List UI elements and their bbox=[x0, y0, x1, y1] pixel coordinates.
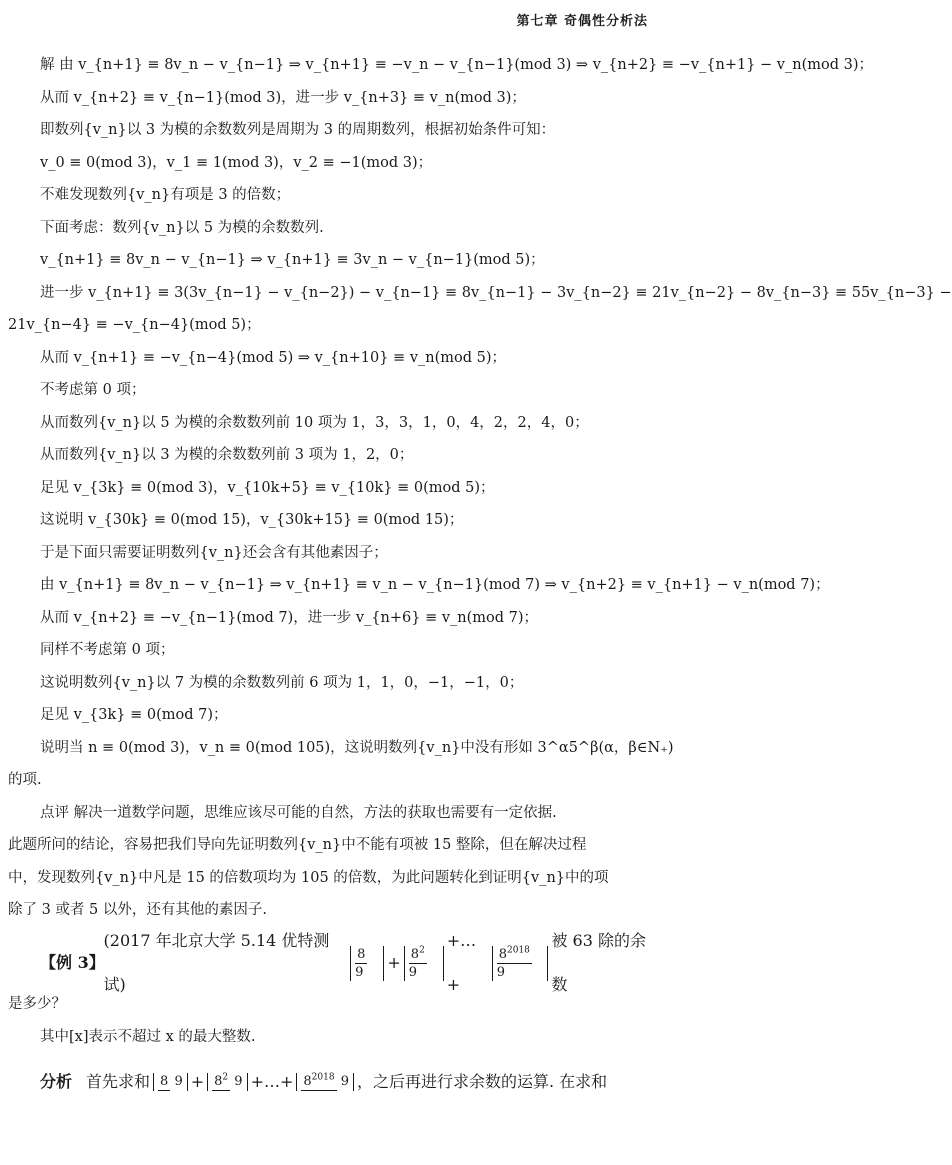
fraction-numerator bbox=[497, 946, 532, 964]
example-line2: 是多少？ bbox=[8, 996, 66, 1012]
fraction-numerator bbox=[409, 946, 427, 964]
fraction-denominator: 9 bbox=[234, 1074, 243, 1089]
fraction-numerator bbox=[301, 1073, 336, 1091]
text-line: 进一步 v_{n+1} ≡ 3(3v_{n−1} − v_{n−2}) − v_{n−1} ≡ 8v_{n−1} − 3v_{n−2} ≡ 21v_{n−2} − 8v_{n−3} ≡ 55v_{n−3} − bbox=[40, 284, 952, 301]
analysis-label: 分析 bbox=[40, 1072, 73, 1091]
base: 8 bbox=[214, 1074, 223, 1089]
comment-line: 点评 解决一道数学问题，思维应该尽可能的自然，方法的获取也需要有一定依据. bbox=[40, 804, 557, 821]
text-line: 解 由 v_{n+1} ≡ 8v_n − v_{n−1} ⇒ v_{n+1} ≡ −v_n − v_{n−1}(mod 3) ⇒ v_{n+2} ≡ −v_{n+1} − v_n(mod 3)； bbox=[40, 57, 873, 73]
example-title bbox=[8, 931, 660, 994]
base: 8 bbox=[498, 946, 507, 962]
floor-fraction-2 bbox=[207, 1073, 247, 1091]
example-tail: 被 63 除的余数 bbox=[551, 931, 647, 994]
base: 8 bbox=[303, 1074, 312, 1089]
fraction-denominator: 9 bbox=[408, 964, 418, 980]
text-line: 即数列{v_n}以 3 为模的余数数列是周期为 3 的周期数列，根据初始条件可知： bbox=[40, 122, 556, 138]
fraction-denominator: 9 bbox=[174, 1074, 183, 1089]
floor-fraction-2 bbox=[404, 946, 444, 981]
text-line: 下面考虑：数列{v_n}以 5 为模的余数数列. bbox=[40, 219, 324, 236]
comment-line: 此题所问的结论，容易把我们导向先证明数列{v_n}中不能有项被 15 整除，但在解决过程 bbox=[8, 837, 587, 853]
floor-fraction-3 bbox=[492, 946, 549, 981]
example-label: 【例 3】 bbox=[40, 953, 105, 972]
exponent: 2018 bbox=[311, 1072, 335, 1083]
text-line: 足见 v_{3k} ≡ 0(mod 7)； bbox=[40, 707, 228, 723]
text-line: 21v_{n−4} ≡ −v_{n−4}(mod 5)； bbox=[8, 317, 261, 333]
text-line: v_{n+1} ≡ 8v_n − v_{n−1} ⇒ v_{n+1} ≡ 3v_n − v_{n−1}(mod 5)； bbox=[40, 252, 545, 268]
text-line: v_0 ≡ 0(mod 3)，v_1 ≡ 1(mod 3)，v_2 ≡ −1(mod 3)； bbox=[40, 154, 433, 171]
text-line: 从而 v_{n+2} ≡ v_{n−1}(mod 3)，进一步 v_{n+3} ≡ v_n(mod 3)； bbox=[40, 89, 526, 106]
fraction-numerator bbox=[212, 1073, 230, 1091]
analysis-line bbox=[8, 1060, 660, 1104]
exponent: 2 bbox=[222, 1072, 229, 1083]
floor-fraction-1 bbox=[153, 1073, 188, 1091]
comment-line: 除了 3 或者 5 以外，还有其他的素因子. bbox=[8, 902, 267, 918]
fraction-denominator: 9 bbox=[340, 1074, 349, 1089]
text-line: 同样不考虑第 0 项； bbox=[40, 642, 175, 658]
text-line: 说明当 n ≡ 0(mod 3)，v_n ≡ 0(mod 105)，这说明数列{v_n}中没有形如 3^α5^β(α，β∈N₊) bbox=[40, 739, 674, 756]
plus-sign: + bbox=[387, 953, 401, 972]
floor-fraction-3 bbox=[296, 1073, 354, 1091]
example-source: (2017 年北京大学 5.14 优特测试) bbox=[103, 931, 330, 994]
text-line: 从而 v_{n+1} ≡ −v_{n−4}(mod 5) ⇒ v_{n+10} ≡ v_n(mod 5)； bbox=[40, 349, 507, 366]
floor-fraction-1 bbox=[350, 946, 384, 981]
text-line: 于是下面只需要证明数列{v_n}还会含有其他素因子； bbox=[40, 544, 388, 561]
text-line: 这说明 v_{30k} ≡ 0(mod 15)，v_{30k+15} ≡ 0(mod 15)； bbox=[40, 512, 464, 528]
chapter-header: 第七章 奇偶性分析法 bbox=[516, 14, 648, 29]
text-line: 不难发现数列{v_n}有项是 3 的倍数； bbox=[40, 187, 291, 203]
comment-line: 中，发现数列{v_n}中凡是 15 的倍数项均为 105 的倍数，为此问题转化到证明{v_n}中的项 bbox=[8, 869, 609, 886]
ellipsis: +…+ bbox=[250, 1072, 294, 1091]
text-line: 由 v_{n+1} ≡ 8v_n − v_{n−1} ⇒ v_{n+1} ≡ v_n − v_{n−1}(mod 7) ⇒ v_{n+2} ≡ v_{n+1} − v_n(mod 7)； bbox=[40, 577, 830, 593]
analysis-post: ，之后再进行求余数的运算. 在求和 bbox=[357, 1072, 608, 1091]
text-line: 从而数列{v_n}以 3 为模的余数数列前 3 项为 1，2，0； bbox=[40, 447, 414, 463]
fraction-denominator: 9 bbox=[496, 964, 505, 980]
analysis-pre: 首先求和 bbox=[86, 1072, 151, 1091]
ellipsis: +…+ bbox=[446, 931, 477, 994]
text-line: 足见 v_{3k} ≡ 0(mod 3)，v_{10k+5} ≡ v_{10k} ≡ 0(mod 5)； bbox=[40, 479, 495, 496]
example-note: 其中[x]表示不超过 x 的最大整数. bbox=[40, 1028, 256, 1045]
fraction-denominator: 9 bbox=[355, 964, 364, 980]
exponent: 2018 bbox=[507, 945, 530, 956]
page-content bbox=[8, 56, 952, 1114]
text-line: 的项. bbox=[8, 772, 42, 788]
base: 8 bbox=[410, 946, 420, 962]
text-line: 这说明数列{v_n}以 7 为模的余数数列前 6 项为 1，1，0，−1，−1，0； bbox=[40, 674, 524, 691]
text-line: 从而数列{v_n}以 5 为模的余数数列前 10 项为 1，3，3，1，0，4，2，2，4，0； bbox=[40, 414, 589, 431]
exponent: 2 bbox=[419, 945, 425, 956]
text-line: 不考虑第 0 项； bbox=[40, 382, 146, 398]
text-line: 从而 v_{n+2} ≡ −v_{n−1}(mod 7)，进一步 v_{n+6} ≡ v_n(mod 7)； bbox=[40, 609, 539, 626]
fraction-numerator: 8 bbox=[160, 1074, 169, 1089]
plus-sign: + bbox=[190, 1072, 205, 1091]
fraction-numerator: 8 bbox=[357, 946, 366, 962]
